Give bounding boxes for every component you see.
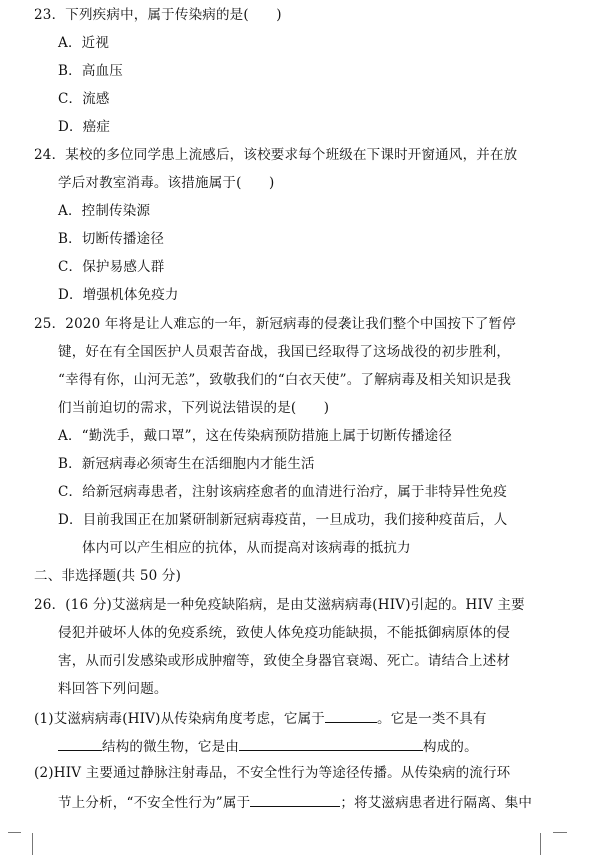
q25-option-c: C．给新冠病毒患者，注射该病痊愈者的血清进行治疗，属于非特异性免疫	[58, 484, 507, 500]
answer-blank-1[interactable]	[325, 708, 377, 723]
q25-option-d-line2: 体内可以产生相应的抗体，从而提高对该病毒的抵抗力	[82, 540, 411, 556]
q26-part1-text-d: 构成的。	[423, 739, 478, 755]
crop-mark-bottom-right	[540, 833, 553, 855]
q24-option-b: B．切断传播途径	[58, 231, 165, 247]
crop-mark-bottom-left	[20, 833, 33, 855]
q23-option-b: B．高血压	[58, 63, 123, 79]
q26-part1-text-a: (1)艾滋病病毒(HIV)从传染病角度考虑，它属于	[34, 711, 326, 727]
q24-stem-line2: 学后对教室消毒。该措施属于( )	[58, 175, 275, 191]
q25-stem-line1: 25．2020 年将是让人难忘的一年，新冠病毒的侵袭让我们整个中国按下了暂停	[34, 316, 516, 332]
q26-part1-text-c: 结构的微生物，它是由	[102, 739, 239, 755]
q26-part1-line2	[58, 736, 478, 756]
crop-mark-bottom-left-h	[8, 832, 21, 833]
q23-option-a: A．近视	[58, 35, 110, 51]
q25-option-d-line1: D．目前我国正在加紧研制新冠病毒疫苗，一旦成功，我们接种疫苗后，人	[58, 512, 508, 528]
q26-stem-line1: 26．(16 分)艾滋病是一种免疫缺陷病，是由艾滋病病毒(HIV)引起的。HIV 主要	[34, 597, 525, 613]
q26-stem-line3: 害，从而引发感染或形成肿瘤等，致使全身器官衰竭、死亡。请结合上述材	[58, 653, 511, 669]
q25-option-b: B．新冠病毒必须寄生在活细胞内才能生活	[58, 456, 315, 472]
q26-stem-line2: 侵犯并破坏人体的免疫系统，致使人体免疫功能缺损，不能抵御病原体的侵	[58, 625, 511, 641]
q26-part2-line2	[58, 792, 532, 812]
answer-blank-3[interactable]	[239, 736, 423, 751]
answer-blank-4[interactable]	[250, 792, 340, 807]
q24-stem-line1: 24．某校的多位同学患上流感后，该校要求每个班级在下课时开窗通风，并在放	[34, 147, 518, 163]
q23-option-c: C．流感	[58, 91, 110, 107]
crop-mark-bottom-right-h	[553, 832, 567, 833]
q26-part2-line1: (2)HIV 主要通过静脉注射毒品，不安全性行为等途径传播。从传染病的流行环	[34, 765, 511, 781]
q24-option-c: C．保护易感人群	[58, 259, 165, 275]
q25-stem-line3: “幸得有你，山河无恙”，致敬我们的“白衣天使”。了解病毒及相关知识是我	[58, 372, 512, 388]
q25-option-a: A．“勤洗手，戴口罩”，这在传染病预防措施上属于切断传播途径	[58, 428, 453, 444]
answer-blank-2[interactable]	[58, 736, 102, 751]
q26-stem-line4: 料回答下列问题。	[58, 681, 168, 697]
q26-part2-text-c: ；将艾滋病患者进行隔离、集中	[340, 795, 533, 811]
q26-part1-text-b: 。它是一类不具有	[377, 711, 487, 727]
q26-part1-line1	[34, 708, 487, 728]
q26-part2-text-b: 节上分析，“不安全性行为”属于	[58, 795, 251, 811]
q25-stem-line2: 键，好在有全国医护人员艰苦奋战，我国已经取得了这场战役的初步胜利，	[58, 344, 511, 360]
section-heading: 二、非选择题(共 50 分)	[34, 568, 182, 584]
q24-option-a: A．控制传染源	[58, 203, 151, 219]
q23-stem: 23．下列疾病中，属于传染病的是( )	[34, 7, 282, 23]
q23-option-d: D．癌症	[58, 119, 111, 135]
q25-stem-line4: 们当前迫切的需求，下列说法错误的是( )	[58, 400, 330, 416]
q24-option-d: D．增强机体免疫力	[58, 287, 179, 303]
